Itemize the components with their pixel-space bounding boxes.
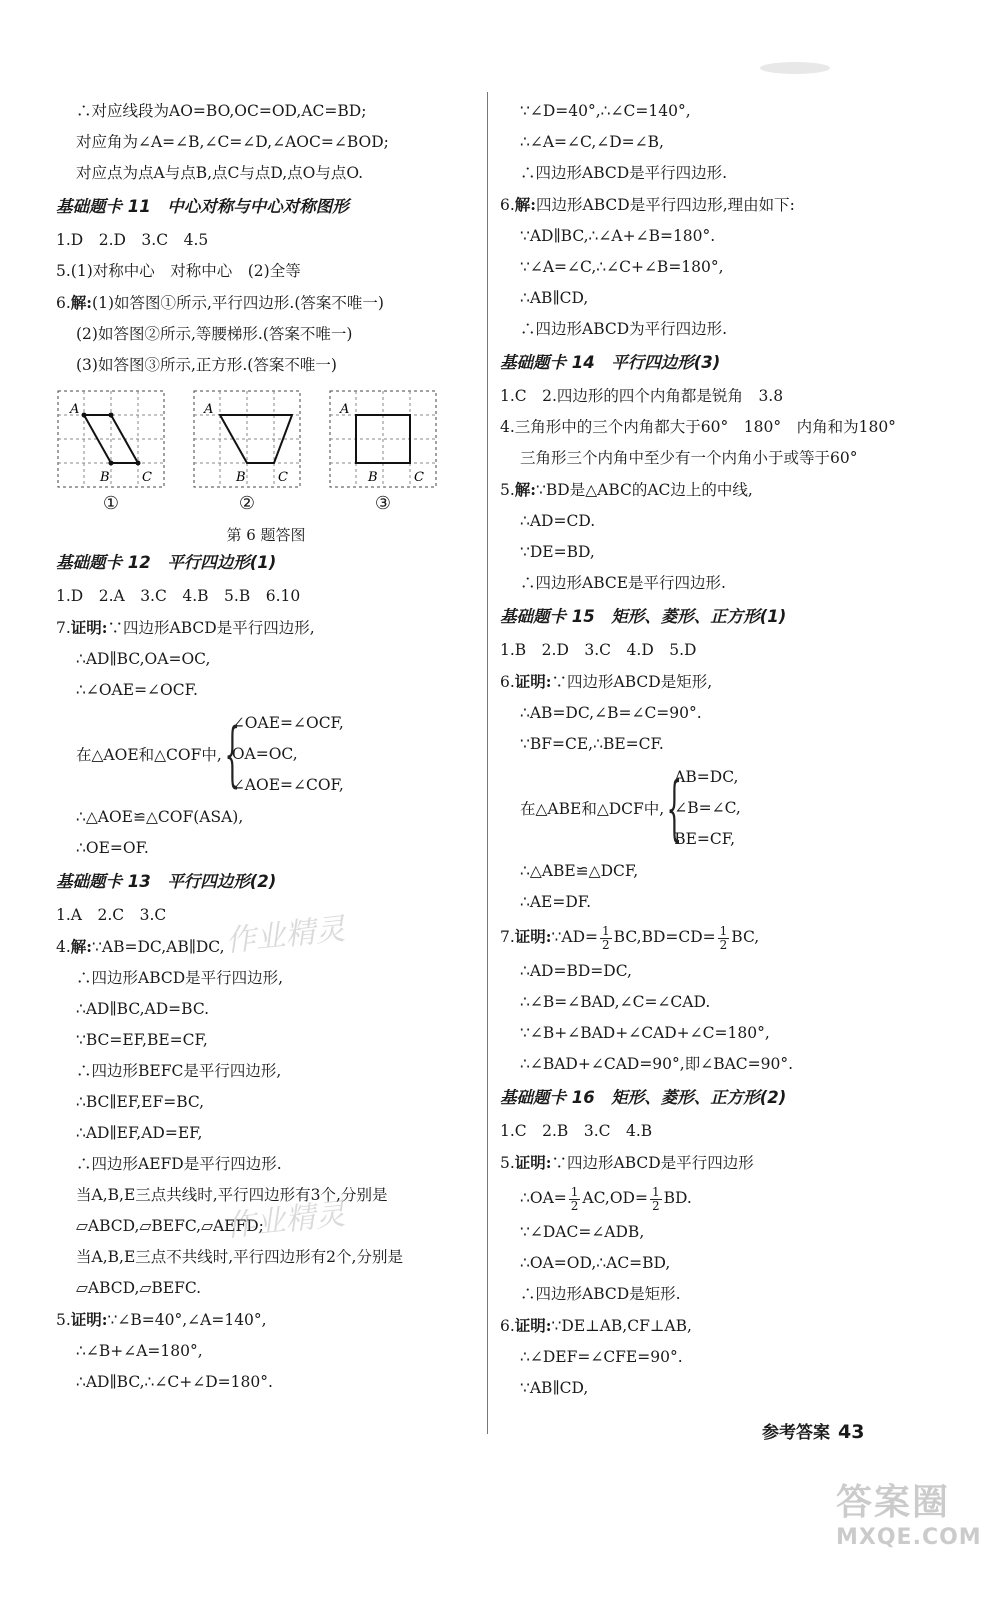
fig3-label-a: A bbox=[340, 402, 350, 417]
fig2-label-a: A bbox=[204, 402, 214, 417]
brace-icon: { bbox=[666, 767, 683, 849]
footer-label: 参考答案 bbox=[762, 1423, 830, 1443]
card14-heading: 基础题卡 14 平行四边形(3) bbox=[500, 353, 721, 372]
fig3-label-c: C bbox=[414, 470, 424, 485]
system-lead: 在△ABE和△DCF中, bbox=[520, 800, 665, 818]
card12-heading: 基础题卡 12 平行四边形(1) bbox=[56, 553, 277, 572]
card13-line: 当A,B,E三点共线时,平行四边形有3个,分别是 bbox=[76, 1186, 388, 1204]
fig1-label-c: C bbox=[142, 470, 152, 485]
card16-q5-line: ∴OA=OD,∴AC=BD, bbox=[520, 1254, 671, 1272]
q6-line: ∴AB∥CD, bbox=[520, 289, 589, 307]
card15-q6: 6.证明:∵四边形ABCD是矩形, bbox=[500, 672, 713, 691]
corner-watermark-small: MXQE.COM bbox=[836, 1525, 982, 1550]
q6-line: ∴四边形ABCD为平行四边形. bbox=[520, 320, 728, 338]
card13-q5: 5.证明:∵∠B=40°,∠A=140°, bbox=[56, 1310, 267, 1329]
fig3-number: ③ bbox=[374, 493, 392, 514]
figure-caption: 第 6 题答图 bbox=[226, 526, 306, 544]
intro-line: 对应角为∠A=∠B,∠C=∠D,∠AOC=∠BOD; bbox=[76, 133, 389, 151]
card13-q5-line: ∴∠B+∠A=180°, bbox=[76, 1342, 203, 1360]
system-line: ∠B=∠C, bbox=[674, 798, 741, 817]
card13-answers: 1.A 2.C 3.C bbox=[56, 906, 167, 924]
watermark-text: 作业精灵 bbox=[223, 911, 347, 960]
top-decoration bbox=[760, 62, 830, 74]
fig2-number: ② bbox=[238, 493, 256, 514]
card16-q6-line: ∵AB∥CD, bbox=[520, 1379, 589, 1397]
card13-line: ∴BC∥EF,EF=BC, bbox=[76, 1093, 205, 1111]
card16-q5-line: ∵∠DAC=∠ADB, bbox=[520, 1223, 645, 1241]
grid-figure-1 bbox=[56, 389, 166, 489]
card15-line: ∴AB=DC,∠B=∠C=90°. bbox=[520, 704, 702, 722]
card13-q4: 4.解:∵AB=DC,AB∥DC, bbox=[56, 937, 225, 956]
card14-q4-cont: 三角形三个内角中至少有一个内角小于或等于60° bbox=[520, 449, 858, 467]
card13-line: ∴四边形BEFC是平行四边形, bbox=[76, 1062, 282, 1080]
card11-heading: 基础题卡 11 中心对称与中心对称图形 bbox=[56, 197, 349, 216]
figure-square bbox=[328, 389, 438, 514]
brace-icon: { bbox=[224, 713, 240, 795]
system-line: ∠AOE=∠COF, bbox=[231, 775, 344, 794]
card15-q7-line: ∴∠B=∠BAD,∠C=∠CAD. bbox=[520, 993, 711, 1011]
fig3-label-b: B bbox=[368, 470, 378, 485]
card15-line: ∴△ABE≌△DCF, bbox=[520, 862, 639, 880]
fig2-label-b: B bbox=[236, 470, 246, 485]
card13-line: ▱ABCD,▱BEFC. bbox=[76, 1279, 202, 1297]
card12-line: ∴AD∥BC,OA=OC, bbox=[76, 650, 211, 668]
card14-answers: 1.C 2.四边形的四个内角都是锐角 3.8 bbox=[500, 387, 784, 405]
card14-q5: 5.解:∵BD是△ABC的AC边上的中线, bbox=[500, 480, 753, 499]
card15-q7-line: ∵∠B+∠BAD+∠CAD+∠C=180°, bbox=[520, 1024, 770, 1042]
card12-equation-system bbox=[56, 706, 476, 802]
card16-q6-line: ∴∠DEF=∠CFE=90°. bbox=[520, 1348, 683, 1366]
q6: 6.解:四边形ABCD是平行四边形,理由如下: bbox=[500, 195, 795, 214]
card11-q6-line2: (2)如答图②所示,等腰梯形.(答案不唯一) bbox=[76, 325, 353, 343]
q6-line: ∵AD∥BC,∴∠A+∠B=180°. bbox=[520, 227, 716, 245]
card15-line: ∴AE=DF. bbox=[520, 893, 592, 911]
card14-q5-line: ∴四边形ABCE是平行四边形. bbox=[520, 574, 726, 592]
page-number: 43 bbox=[838, 1421, 865, 1443]
card15-q7: 7.证明:∵AD= $\frac{1}{2}$ BC,BD=CD= $\frac{1}{2}$ BC, bbox=[500, 923, 760, 952]
corner-watermark bbox=[836, 1474, 982, 1550]
card13-line: ∴AD∥BC,AD=BC. bbox=[76, 1000, 210, 1018]
card16-q6: 6.证明:∵DE⊥AB,CF⊥AB, bbox=[500, 1316, 692, 1335]
card11-q6: 6.解:(1)如答图①所示,平行四边形.(答案不唯一) bbox=[56, 293, 384, 312]
card12-line: ∴∠OAE=∠OCF. bbox=[76, 681, 198, 699]
corner-watermark-big: 答案圈 bbox=[836, 1482, 951, 1523]
card14-q5-line: ∴AD=CD. bbox=[520, 512, 596, 530]
fig2-label-c: C bbox=[278, 470, 288, 485]
system-line: BE=CF, bbox=[674, 829, 736, 848]
card16-q5-frac-line: ∴OA= $\frac{1}{2}$ AC,OD= $\frac{1}{2}$ BD. bbox=[520, 1184, 692, 1213]
fraction-half: $\frac{1}{2}$ bbox=[602, 923, 610, 952]
fig1-label-b: B bbox=[100, 470, 110, 485]
fraction-half: $\frac{1}{2}$ bbox=[570, 1184, 579, 1213]
card11-q6-line3: (3)如答图③所示,正方形.(答案不唯一) bbox=[76, 356, 337, 374]
cont-line: ∴∠A=∠C,∠D=∠B, bbox=[520, 133, 664, 151]
card13-heading: 基础题卡 13 平行四边形(2) bbox=[56, 872, 277, 891]
card13-line: ∴四边形ABCD是平行四边形, bbox=[76, 969, 284, 987]
card13-line: ∵BC=EF,BE=CF, bbox=[76, 1031, 208, 1049]
card11-answers: 1.D 2.D 3.C 4.5 bbox=[56, 231, 209, 249]
cont-line: ∴四边形ABCD是平行四边形. bbox=[520, 164, 728, 182]
card15-q7-line: ∴AD=BD=DC, bbox=[520, 962, 632, 980]
card15-equation-system bbox=[500, 760, 970, 856]
card16-q5: 5.证明:∵四边形ABCD是平行四边形 bbox=[500, 1153, 754, 1172]
answer-figures bbox=[56, 389, 476, 514]
column-divider bbox=[487, 92, 488, 1434]
card11-q5: 5.(1)对称中心 对称中心 (2)全等 bbox=[56, 262, 301, 280]
card16-answers: 1.C 2.B 3.C 4.B bbox=[500, 1122, 653, 1140]
figure-trapezoid bbox=[192, 389, 302, 514]
card16-heading: 基础题卡 16 矩形、菱形、正方形(2) bbox=[500, 1088, 787, 1107]
intro-line: 对应点为点A与点B,点C与点D,点O与点O. bbox=[76, 164, 364, 182]
card13-line: ▱ABCD,▱BEFC,▱AEFD; bbox=[76, 1217, 264, 1235]
card13-line: ∴AD∥EF,AD=EF, bbox=[76, 1124, 203, 1142]
fig1-number: ① bbox=[102, 493, 120, 514]
card14-q4: 4.三角形中的三个内角都大于60° 180° 内角和为180° bbox=[500, 418, 896, 436]
card13-line: 当A,B,E三点不共线时,平行四边形有2个,分别是 bbox=[76, 1248, 403, 1266]
card12-answers: 1.D 2.A 3.C 4.B 5.B 6.10 bbox=[56, 587, 301, 605]
system-line: ∠OAE=∠OCF, bbox=[231, 713, 344, 732]
grid-figure-2 bbox=[192, 389, 302, 489]
fraction-half: $\frac{1}{2}$ bbox=[719, 923, 728, 952]
card16-q5-line: ∴四边形ABCD是矩形. bbox=[520, 1285, 681, 1303]
system-line: OA=OC, bbox=[231, 744, 298, 763]
card15-answers: 1.B 2.D 3.C 4.D 5.D bbox=[500, 641, 697, 659]
card12-line: ∴OE=OF. bbox=[76, 839, 149, 857]
fig1-label-a: A bbox=[70, 402, 80, 417]
fraction-half: $\frac{1}{2}$ bbox=[651, 1184, 660, 1213]
card15-line: ∵BF=CE,∴BE=CF. bbox=[520, 735, 664, 753]
card13-q5-line: ∴AD∥BC,∴∠C+∠D=180°. bbox=[76, 1373, 273, 1391]
card13-line: ∴四边形AEFD是平行四边形. bbox=[76, 1155, 282, 1173]
figure-parallelogram bbox=[56, 389, 166, 514]
system-lead: 在△AOE和△COF中, bbox=[76, 746, 222, 764]
right-column bbox=[500, 96, 970, 1404]
cont-line: ∵∠D=40°,∴∠C=140°, bbox=[520, 102, 691, 120]
q6-line: ∵∠A=∠C,∴∠C+∠B=180°, bbox=[520, 258, 724, 276]
intro-line: ∴对应线段为AO=BO,OC=OD,AC=BD; bbox=[76, 102, 367, 120]
system-line: AB=DC, bbox=[674, 767, 739, 786]
card15-heading: 基础题卡 15 矩形、菱形、正方形(1) bbox=[500, 607, 787, 626]
card15-q7-line: ∴∠BAD+∠CAD=90°,即∠BAC=90°. bbox=[520, 1055, 794, 1073]
page-footer bbox=[762, 1418, 864, 1443]
card12-q7: 7.证明:∵四边形ABCD是平行四边形, bbox=[56, 618, 315, 637]
card14-q5-line: ∵DE=BD, bbox=[520, 543, 595, 561]
card12-line: ∴△AOE≌△COF(ASA), bbox=[76, 808, 244, 826]
grid-figure-3 bbox=[328, 389, 438, 489]
watermark-text: 作业精灵 bbox=[223, 1196, 347, 1245]
